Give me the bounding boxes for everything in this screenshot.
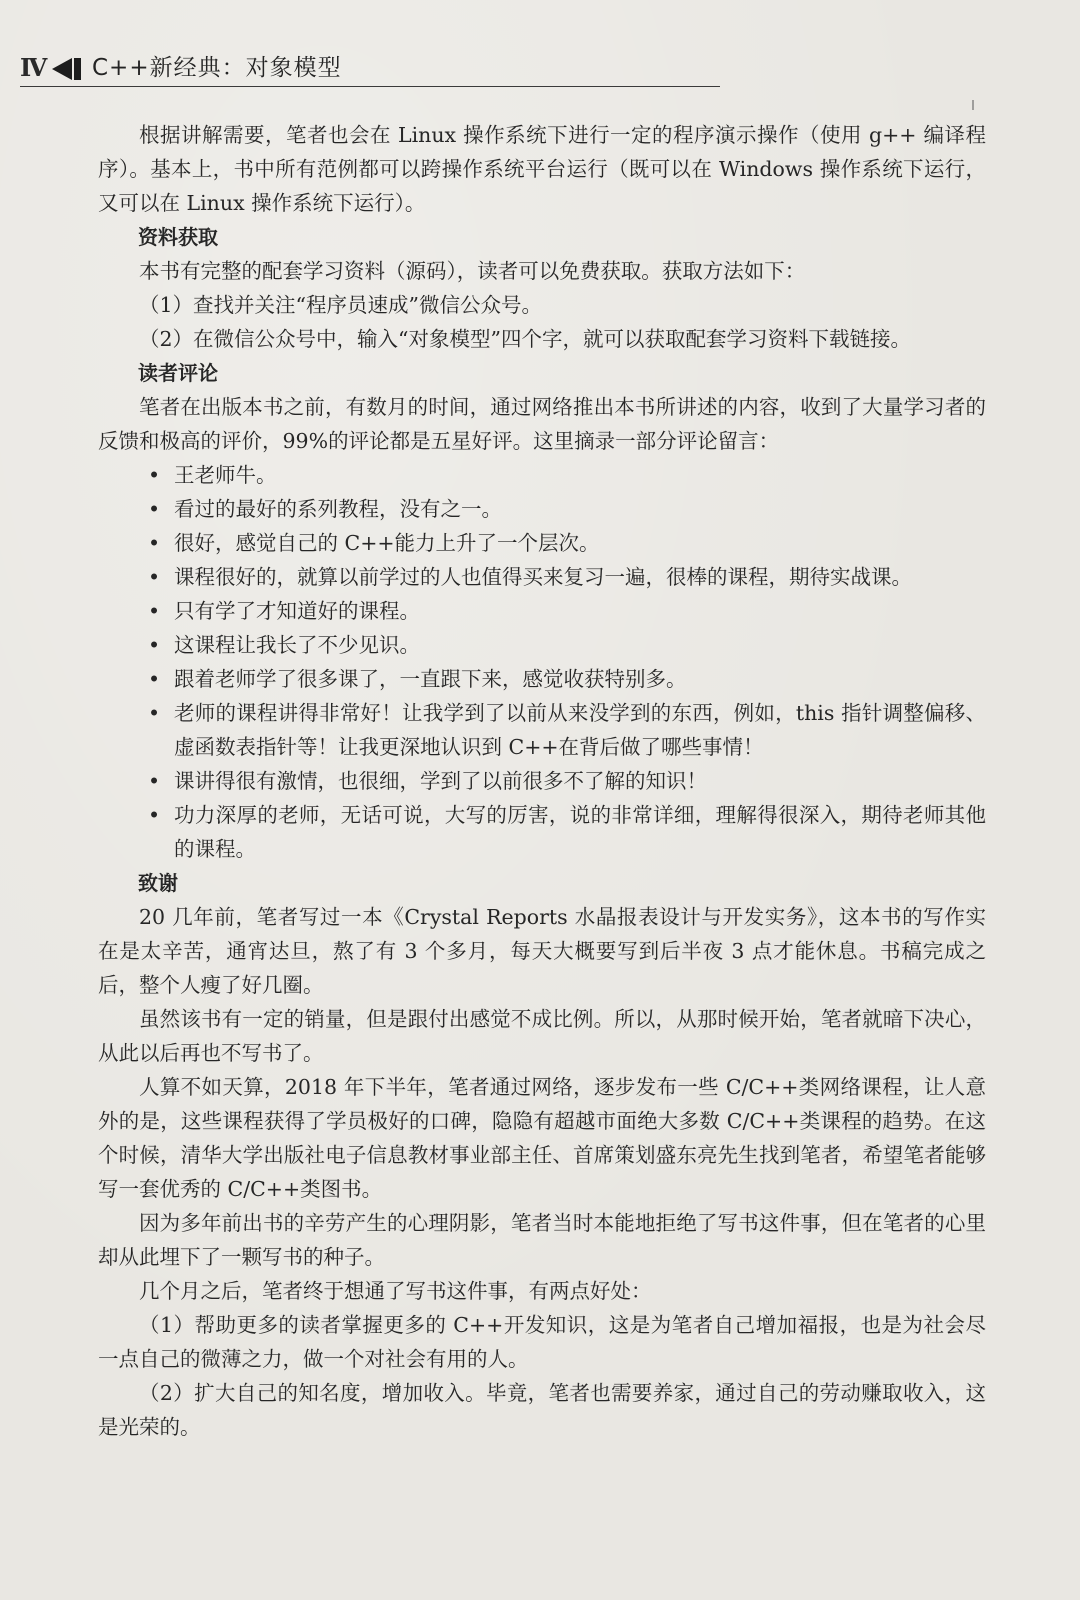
book-title: C++新经典：对象模型 (92, 55, 342, 81)
header-bar-icon (74, 58, 81, 80)
review-item: • 王老师牛。 (98, 458, 986, 492)
resources-heading: 资料获取 (138, 225, 218, 249)
review-item: • 只有学了才知道好的课程。 (98, 594, 986, 628)
resources-intro: 本书有完整的配套学习资料（源码），读者可以免费获取。获取方法如下： (139, 259, 806, 283)
thanks-paragraph: 虽然该书有一定的销量，但是跟付出感觉不成比例。所以，从那时候开始，笔者就暗下决心，从此以后再也不写书了。 (98, 1007, 986, 1065)
review-item: • 很好，感觉自己的 C++能力上升了一个层次。 (98, 526, 986, 560)
left-triangle-icon (52, 58, 72, 80)
review-item: • 课程很好的，就算以前学过的人也值得买来复习一遍，很棒的课程，期待实战课。 (98, 560, 986, 594)
review-item: • 老师的课程讲得非常好！让我学到了以前从来没学到的东西，例如，this 指针调整偏移、虚函数表指针等！让我更深地认识到 C++在背后做了哪些事情！ (98, 696, 986, 764)
review-item: • 功力深厚的老师，无话可说，大写的厉害，说的非常详细，理解得很深入，期待老师其他的课程。 (98, 798, 986, 866)
thanks-paragraph: 几个月之后，笔者终于想通了写书这件事，有两点好处： (139, 1279, 652, 1303)
review-list (98, 458, 986, 866)
page-number: Ⅳ (20, 53, 48, 82)
thanks-paragraph: 人算不如天算，2018 年下半年，笔者通过网络，逐步发布一些 C/C++类网络课程，让人意外的是，这些课程获得了学员极好的口碑，隐隐有超越市面绝大多数 C/C++类课程的趋势。在这个时候，清华大学出版社电子信息教材事业部主任、首席策划盛东亮先生找到笔者，希望笔者能够写一套优秀的 C/C++类图书。 (98, 1075, 986, 1201)
review-item: • 看过的最好的系列教程，没有之一。 (98, 492, 986, 526)
reviews-intro: 笔者在出版本书之前，有数月的时间，通过网络推出本书所讲述的内容，收到了大量学习者的反馈和极高的评价，99%的评论都是五星好评。这里摘录一部分评论留言： (98, 395, 986, 453)
review-item: • 跟着老师学了很多课了，一直跟下来，感觉收获特别多。 (98, 662, 986, 696)
thanks-heading: 致谢 (138, 871, 178, 895)
thanks-paragraph: 20 几年前，笔者写过一本《Crystal Reports 水晶报表设计与开发实务》，这本书的写作实在是太辛苦，通宵达旦，熬了有 3 个多月，每天大概要写到后半夜 3 点才能休息。书稿完成之后，整个人瘦了好几圈。 (98, 905, 986, 997)
page-body (98, 118, 986, 1444)
benefit-item: （1）帮助更多的读者掌握更多的 C++开发知识，这是为笔者自己增加福报，也是为社会尽一点自己的微薄之力，做一个对社会有用的人。 (98, 1313, 986, 1371)
resources-step: （2）在微信公众号中，输入“对象模型”四个字，就可以获取配套学习资料下载链接。 (139, 327, 912, 351)
review-item: • 这课程让我长了不少见识。 (98, 628, 986, 662)
running-header (20, 52, 720, 87)
scan-mark (972, 100, 974, 110)
review-item: • 课讲得很有激情，也很细，学到了以前很多不了解的知识！ (98, 764, 986, 798)
benefit-item: （2）扩大自己的知名度，增加收入。毕竟，笔者也需要养家，通过自己的劳动赚取收入，这是光荣的。 (98, 1381, 986, 1439)
thanks-paragraph: 因为多年前出书的辛劳产生的心理阴影，笔者当时本能地拒绝了写书这件事，但在笔者的心里却从此埋下了一颗写书的种子。 (98, 1211, 986, 1269)
intro-paragraph: 根据讲解需要，笔者也会在 Linux 操作系统下进行一定的程序演示操作（使用 g++ 编译程序）。基本上，书中所有范例都可以跨操作系统平台运行（既可以在 Windows 操作系统下运行，又可以在 Linux 操作系统下运行）。 (98, 123, 986, 215)
resources-step: （1）查找并关注“程序员速成”微信公众号。 (139, 293, 543, 317)
reviews-heading: 读者评论 (138, 361, 218, 385)
